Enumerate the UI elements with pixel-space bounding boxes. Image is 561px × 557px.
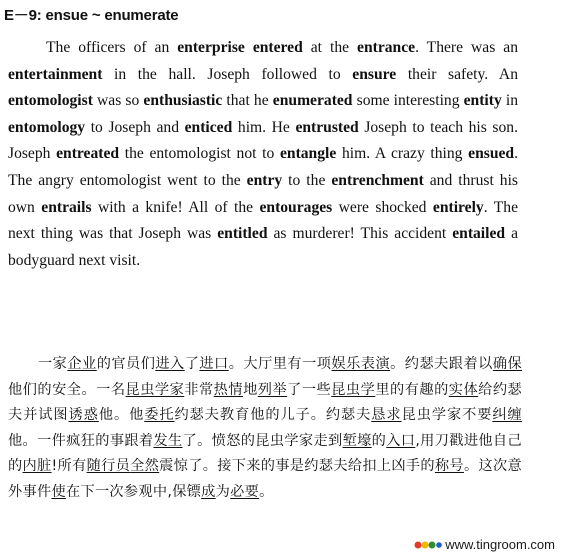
- translated-vocab-word: 实体: [448, 381, 479, 398]
- translation-text: ,用刀戳进他自己的: [8, 432, 522, 474]
- passage-text: to the: [282, 171, 332, 189]
- translated-vocab-word: 委托: [144, 407, 175, 423]
- passage-text: as murderer! This accident: [267, 225, 453, 243]
- translated-vocab-word: 内脏: [22, 458, 52, 474]
- translation-text: 的官员们: [96, 356, 156, 372]
- translation-text: 地: [243, 381, 258, 398]
- passage-text: with a knife! All of the: [91, 198, 260, 216]
- translation-text: 他。他: [98, 407, 145, 423]
- passage-text: in: [501, 92, 519, 110]
- translation-text: 他。一件疯狂的事跟着: [8, 432, 154, 449]
- vocab-word: enticed: [184, 118, 233, 136]
- translated-vocab-word: 热情: [213, 381, 244, 398]
- translation-text: 了。愤怒的昆虫学家走到: [182, 432, 343, 449]
- vocab-word: entrails: [41, 198, 92, 216]
- translation-text: 约瑟夫教育他的儿子。约瑟夫: [174, 407, 372, 423]
- vocab-word: entrusted: [295, 118, 359, 136]
- vocab-word: entourages: [259, 198, 333, 216]
- passage-text: at the: [302, 39, 358, 56]
- vocab-word: entangle: [279, 145, 337, 163]
- translation-text: 。约瑟夫跟着以: [390, 356, 493, 372]
- vocab-word: ensued: [468, 145, 515, 163]
- passage-text: . The angry entomologist went to the: [8, 145, 518, 189]
- translated-vocab-word: 必要: [230, 483, 260, 500]
- passage-text: that he: [222, 92, 273, 110]
- passage-text: their safety. An: [396, 65, 518, 83]
- translated-vocab-word: 列举: [257, 381, 288, 398]
- translation-text: 。这次意外事件: [8, 458, 522, 500]
- vocab-word: entomologist: [8, 92, 93, 110]
- vocab-word: entrance: [357, 39, 416, 56]
- translation-text: 。: [259, 483, 274, 500]
- tingroom-logo-icon: [414, 538, 442, 552]
- vocab-word: enumerated: [272, 92, 353, 110]
- translation-text: !所有: [51, 458, 87, 474]
- translation-text: 震惊了。接下来的事是约瑟夫给扣上凶手的: [159, 458, 435, 474]
- translation-text: 为: [215, 483, 231, 500]
- vocab-word: entirely: [432, 198, 484, 216]
- english-passage: [8, 35, 518, 274]
- translated-vocab-word: 堑壕: [342, 432, 372, 449]
- translated-vocab-word: 称号: [434, 458, 464, 474]
- passage-text: . There was an: [415, 39, 518, 56]
- passage-text: in the hall. Joseph followed to: [102, 65, 353, 83]
- translation-text: 非常: [184, 381, 214, 398]
- translation-text: 了: [184, 356, 200, 372]
- passage-text: . The next thing was that Joseph was: [8, 198, 518, 243]
- vocab-word: entailed: [452, 225, 506, 243]
- vocab-word: entitled: [217, 225, 268, 243]
- translated-vocab-word: 企业: [67, 356, 97, 372]
- vocab-word: entertainment: [8, 65, 103, 83]
- site-watermark: [414, 537, 555, 552]
- vocab-word: entrenchment: [331, 171, 424, 189]
- translated-vocab-word: 娱乐表演: [331, 356, 391, 372]
- watermark-text: www.tingroom.com: [445, 537, 555, 552]
- passage-text: was so: [92, 92, 144, 110]
- translated-vocab-word: 恳求: [371, 407, 402, 423]
- passage-text: [245, 39, 253, 56]
- translation-text: 了一些: [287, 381, 332, 398]
- translated-vocab-word: 入口: [386, 432, 416, 449]
- passage-text: some interesting: [352, 92, 464, 110]
- passage-text: The officers of an: [46, 39, 178, 56]
- passage-text: him. A crazy thing: [336, 145, 469, 163]
- translation-text: 昆虫学家不要: [401, 407, 493, 423]
- passage-text: Joseph to teach his son. Joseph: [8, 118, 518, 163]
- translation-text: 一家: [38, 356, 68, 372]
- translated-vocab-word: 确保: [492, 356, 522, 372]
- passage-text: the entomologist not to: [119, 145, 280, 163]
- passage-text: and thrust his own: [8, 171, 518, 216]
- passage-text: were shocked: [332, 198, 433, 216]
- section-heading: E－9: ensue ~ enumerate: [4, 7, 179, 24]
- vocab-word: ensure: [352, 65, 397, 83]
- vocab-word: entreated: [56, 145, 120, 163]
- translated-vocab-word: 成: [201, 483, 216, 500]
- vocab-word: entity: [463, 92, 502, 110]
- translated-vocab-word: 昆虫学: [331, 381, 376, 398]
- translation-text: 在下一次参观中,保镖: [65, 483, 202, 500]
- translated-vocab-word: 随行员: [86, 458, 131, 474]
- translated-vocab-word: 纠缠: [492, 407, 522, 423]
- translated-vocab-word: 全然: [130, 458, 160, 474]
- translated-vocab-word: 诱惑: [68, 407, 99, 423]
- vocab-word: enterprise: [177, 39, 245, 56]
- translation-text: 。大厅里有一项: [228, 356, 332, 372]
- translated-vocab-word: 进入: [155, 356, 185, 372]
- translation-text: 里的有趣的: [375, 381, 449, 398]
- translated-vocab-word: 进口: [199, 356, 229, 372]
- passage-text: him. He: [232, 118, 296, 136]
- translation-text: 给约瑟夫并试图: [8, 381, 523, 423]
- passage-text: a bodyguard next visit.: [8, 225, 518, 269]
- passage-text: to Joseph and: [85, 118, 185, 136]
- vocab-word: enthusiastic: [143, 92, 223, 110]
- translation-text: 他们的安全。一名: [8, 381, 126, 398]
- vocab-word: entry: [246, 171, 283, 189]
- translated-vocab-word: 发生: [153, 432, 183, 449]
- vocab-word: entered: [252, 39, 303, 56]
- translated-vocab-word: 昆虫学家: [125, 381, 185, 398]
- translated-vocab-word: 使: [51, 483, 66, 500]
- translation-text: 的: [371, 432, 387, 449]
- vocab-word: entomology: [8, 118, 86, 136]
- chinese-translation: [8, 352, 522, 505]
